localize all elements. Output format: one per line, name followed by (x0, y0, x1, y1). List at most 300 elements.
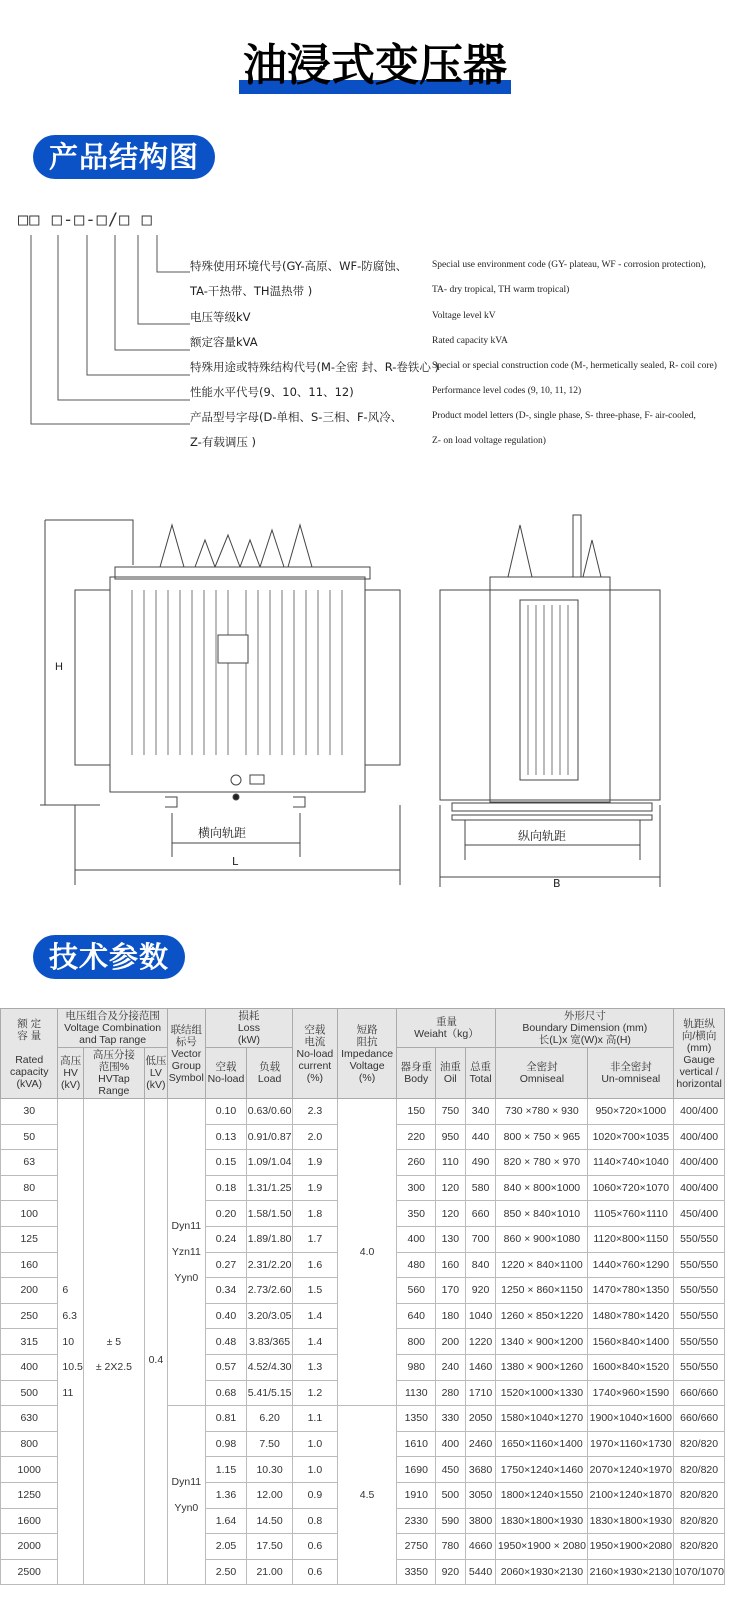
height-label: H (55, 661, 63, 673)
length-label: L (232, 855, 239, 868)
header-oil: 油重 Oil (436, 1048, 466, 1099)
oil-weight-cell: 110 (436, 1150, 466, 1176)
legend-en: Voltage level kV (432, 311, 496, 321)
body-weight-cell: 980 (397, 1354, 436, 1380)
noload-loss-cell: 0.48 (205, 1329, 246, 1355)
total-weight-cell: 4660 (465, 1534, 496, 1560)
noload-loss-cell: 0.15 (205, 1150, 246, 1176)
body-weight-cell: 2330 (397, 1508, 436, 1534)
omniseal-dimension-cell: 850 × 840×1010 (496, 1201, 588, 1227)
noload-loss-cell: 0.27 (205, 1252, 246, 1278)
page-title-wrap (0, 40, 750, 92)
capacity-cell: 800 (1, 1431, 58, 1457)
unomniseal-dimension-cell: 2100×1240×1870 (588, 1482, 674, 1508)
header-gauge: 轨距纵 向/横向 (mm) Gauge vertical / horizontal (674, 1009, 725, 1099)
capacity-cell: 125 (1, 1226, 58, 1252)
oil-weight-cell: 200 (436, 1329, 466, 1355)
oil-weight-cell: 280 (436, 1380, 466, 1406)
total-weight-cell: 3050 (465, 1482, 496, 1508)
capacity-cell: 160 (1, 1252, 58, 1278)
legend-en: Special use environment code (GY- plateau, WF - corrosion protection), (432, 260, 706, 270)
capacity-cell: 2500 (1, 1559, 58, 1585)
header-impedance: 短路 阻抗 Impedance Voltage (%) (337, 1009, 397, 1099)
oil-weight-cell: 750 (436, 1099, 466, 1125)
noload-current-cell: 1.4 (293, 1303, 338, 1329)
body-weight-cell: 350 (397, 1201, 436, 1227)
total-weight-cell: 3680 (465, 1457, 496, 1483)
gauge-cell: 550/550 (674, 1226, 725, 1252)
tap-range-cell (83, 1278, 144, 1304)
omniseal-dimension-cell: 860 × 900×1080 (496, 1226, 588, 1252)
tap-range-cell (83, 1559, 144, 1585)
longitudinal-gauge-label: 纵向轨距 (518, 829, 567, 843)
oil-weight-cell: 240 (436, 1354, 466, 1380)
capacity-cell: 500 (1, 1380, 58, 1406)
oil-weight-cell: 950 (436, 1124, 466, 1150)
capacity-cell: 630 (1, 1406, 58, 1432)
lv-cell (144, 1482, 167, 1508)
vector-group-cell: Dyn11 Yzn11 Yyn0 (167, 1099, 205, 1406)
unomniseal-dimension-cell: 1740×960×1590 (588, 1380, 674, 1406)
noload-loss-cell: 0.68 (205, 1380, 246, 1406)
lv-cell (144, 1278, 167, 1304)
tap-range-cell: ± 5 (83, 1329, 144, 1355)
legend-cn: TA-干热带、TH温热带 ) (190, 284, 313, 298)
legend-cn: 特殊使用环境代号(GY-高原、WF-防腐蚀、 (190, 259, 408, 273)
oil-weight-cell: 130 (436, 1226, 466, 1252)
noload-current-cell: 2.0 (293, 1124, 338, 1150)
noload-current-cell: 0.9 (293, 1482, 338, 1508)
gauge-cell: 400/400 (674, 1099, 725, 1125)
noload-loss-cell: 1.15 (205, 1457, 246, 1483)
body-weight-cell: 2750 (397, 1534, 436, 1560)
load-loss-cell: 10.30 (247, 1457, 293, 1483)
noload-current-cell: 0.8 (293, 1508, 338, 1534)
lv-cell (144, 1124, 167, 1150)
noload-current-cell: 1.0 (293, 1457, 338, 1483)
header-vector: 联结组 标号 Vector Group Symbol (167, 1009, 205, 1099)
tap-range-cell (83, 1534, 144, 1560)
capacity-cell: 1600 (1, 1508, 58, 1534)
tap-range-cell (83, 1175, 144, 1201)
impedance-cell: 4.5 (337, 1406, 397, 1585)
lv-cell (144, 1406, 167, 1432)
capacity-cell: 400 (1, 1354, 58, 1380)
gauge-cell: 1070/1070 (674, 1559, 725, 1585)
impedance-cell: 4.0 (337, 1099, 397, 1406)
header-unomni: 非全密封 Un-omniseal (588, 1048, 674, 1099)
capacity-cell: 200 (1, 1278, 58, 1304)
total-weight-cell: 2460 (465, 1431, 496, 1457)
load-loss-cell: 1.58/1.50 (247, 1201, 293, 1227)
legend-cn: 产品型号字母(D-单相、S-三相、F-风冷、 (190, 410, 403, 424)
capacity-cell: 2000 (1, 1534, 58, 1560)
gauge-cell: 820/820 (674, 1508, 725, 1534)
gauge-cell: 400/400 (674, 1175, 725, 1201)
lv-cell (144, 1201, 167, 1227)
gauge-cell: 820/820 (674, 1482, 725, 1508)
tap-range-cell (83, 1482, 144, 1508)
load-loss-cell: 1.09/1.04 (247, 1150, 293, 1176)
body-weight-cell: 3350 (397, 1559, 436, 1585)
noload-current-cell: 1.0 (293, 1431, 338, 1457)
hv-cell: 10 (58, 1329, 83, 1355)
gauge-cell: 820/820 (674, 1534, 725, 1560)
header-weight: 重量 Weiaht（kg） (397, 1009, 496, 1048)
noload-current-cell: 1.2 (293, 1380, 338, 1406)
noload-loss-cell: 0.13 (205, 1124, 246, 1150)
unomniseal-dimension-cell: 1970×1160×1730 (588, 1431, 674, 1457)
noload-loss-cell: 0.98 (205, 1431, 246, 1457)
body-weight-cell: 480 (397, 1252, 436, 1278)
noload-current-cell: 1.1 (293, 1406, 338, 1432)
noload-current-cell: 2.3 (293, 1099, 338, 1125)
body-weight-cell: 300 (397, 1175, 436, 1201)
unomniseal-dimension-cell: 1140×740×1040 (588, 1150, 674, 1176)
omniseal-dimension-cell: 730 ×780 × 930 (496, 1099, 588, 1125)
load-loss-cell: 21.00 (247, 1559, 293, 1585)
capacity-cell: 315 (1, 1329, 58, 1355)
noload-current-cell: 0.6 (293, 1534, 338, 1560)
noload-loss-cell: 0.20 (205, 1201, 246, 1227)
tap-range-cell (83, 1431, 144, 1457)
unomniseal-dimension-cell: 1830×1800×1930 (588, 1508, 674, 1534)
oil-weight-cell: 400 (436, 1431, 466, 1457)
unomniseal-dimension-cell: 1560×840×1400 (588, 1329, 674, 1355)
load-loss-cell: 3.20/3.05 (247, 1303, 293, 1329)
tap-range-cell (83, 1406, 144, 1432)
load-loss-cell: 2.31/2.20 (247, 1252, 293, 1278)
hv-cell (58, 1226, 83, 1252)
load-loss-cell: 3.83/365 (247, 1329, 293, 1355)
section-heading-specs: 技术参数 (33, 935, 185, 979)
header-body: 器身重 Body (397, 1048, 436, 1099)
body-weight-cell: 400 (397, 1226, 436, 1252)
hv-cell (58, 1482, 83, 1508)
hv-cell (58, 1559, 83, 1585)
header-capacity: 额 定 容 量 Rated capacity (kVA) (1, 1009, 58, 1099)
omniseal-dimension-cell: 1220 × 840×1100 (496, 1252, 588, 1278)
noload-loss-cell: 0.10 (205, 1099, 246, 1125)
legend-cn: 额定容量kVA (190, 335, 258, 349)
oil-weight-cell: 160 (436, 1252, 466, 1278)
oil-weight-cell: 180 (436, 1303, 466, 1329)
body-weight-cell: 220 (397, 1124, 436, 1150)
capacity-cell: 250 (1, 1303, 58, 1329)
oil-weight-cell: 500 (436, 1482, 466, 1508)
omniseal-dimension-cell: 1800×1240×1550 (496, 1482, 588, 1508)
gauge-cell: 550/550 (674, 1252, 725, 1278)
lv-cell (144, 1534, 167, 1560)
omniseal-dimension-cell: 1340 × 900×1200 (496, 1329, 588, 1355)
lv-cell (144, 1380, 167, 1406)
legend-en: TA- dry tropical, TH warm tropical) (432, 285, 570, 295)
header-voltage: 电压组合及分接范围 Voltage Combination and Tap range (58, 1009, 167, 1048)
total-weight-cell: 5440 (465, 1559, 496, 1585)
tap-range-cell (83, 1124, 144, 1150)
noload-loss-cell: 0.57 (205, 1354, 246, 1380)
oil-weight-cell: 330 (436, 1406, 466, 1432)
hv-cell: 6.3 (58, 1303, 83, 1329)
load-loss-cell: 12.00 (247, 1482, 293, 1508)
legend-en: Product model letters (D-, single phase, S- three-phase, F- air-cooled, (432, 411, 696, 421)
noload-loss-cell: 0.40 (205, 1303, 246, 1329)
legend-cn: 电压等级kV (190, 310, 251, 324)
oil-weight-cell: 120 (436, 1175, 466, 1201)
unomniseal-dimension-cell: 1470×780×1350 (588, 1278, 674, 1304)
legend-cn: 特殊用途或特殊结构代号(M-全密 封、R-卷铁心 ) (190, 360, 440, 374)
load-loss-cell: 4.52/4.30 (247, 1354, 293, 1380)
header-load: 负载 Load (247, 1048, 293, 1099)
omniseal-dimension-cell: 1750×1240×1460 (496, 1457, 588, 1483)
legend-en: Z- on load voltage regulation) (432, 436, 546, 446)
omniseal-dimension-cell: 1260 × 850×1220 (496, 1303, 588, 1329)
noload-current-cell: 1.8 (293, 1201, 338, 1227)
omniseal-dimension-cell: 800 × 750 × 965 (496, 1124, 588, 1150)
noload-current-cell: 1.5 (293, 1278, 338, 1304)
hv-cell (58, 1534, 83, 1560)
table-row (1, 1099, 725, 1125)
total-weight-cell: 660 (465, 1201, 496, 1227)
total-weight-cell: 1710 (465, 1380, 496, 1406)
tap-range-cell (83, 1457, 144, 1483)
tap-range-cell (83, 1508, 144, 1534)
oil-weight-cell: 450 (436, 1457, 466, 1483)
page-title (239, 40, 511, 92)
capacity-cell: 50 (1, 1124, 58, 1150)
hv-cell (58, 1099, 83, 1125)
gauge-cell: 550/550 (674, 1278, 725, 1304)
gauge-cell: 400/400 (674, 1124, 725, 1150)
table-body (1, 1099, 725, 1585)
capacity-cell: 1000 (1, 1457, 58, 1483)
transverse-gauge-label: 横向轨距 (198, 826, 247, 840)
tap-range-cell: ± 2X2.5 (83, 1354, 144, 1380)
load-loss-cell: 0.91/0.87 (247, 1124, 293, 1150)
omniseal-dimension-cell: 1650×1160×1400 (496, 1431, 588, 1457)
hv-cell (58, 1406, 83, 1432)
total-weight-cell: 580 (465, 1175, 496, 1201)
body-weight-cell: 150 (397, 1099, 436, 1125)
load-loss-cell: 0.63/0.60 (247, 1099, 293, 1125)
hv-cell (58, 1431, 83, 1457)
lv-cell (144, 1175, 167, 1201)
body-weight-cell: 640 (397, 1303, 436, 1329)
table-row (1, 1406, 725, 1432)
capacity-cell: 30 (1, 1099, 58, 1125)
unomniseal-dimension-cell: 1950×1900×2080 (588, 1534, 674, 1560)
noload-loss-cell: 1.64 (205, 1508, 246, 1534)
omniseal-dimension-cell: 1950×1900 × 2080 (496, 1534, 588, 1560)
page-title-text: 油浸式变压器 (243, 40, 507, 91)
header-lv: 低压 LV (kV) (144, 1048, 167, 1099)
omniseal-dimension-cell: 1830×1800×1930 (496, 1508, 588, 1534)
model-code-leader-lines (0, 190, 750, 470)
legend-cn: 性能水平代号(9、10、11、12) (190, 385, 354, 399)
total-weight-cell: 490 (465, 1150, 496, 1176)
gauge-cell: 660/660 (674, 1380, 725, 1406)
body-weight-cell: 560 (397, 1278, 436, 1304)
omniseal-dimension-cell: 840 × 800×1000 (496, 1175, 588, 1201)
noload-loss-cell: 0.81 (205, 1406, 246, 1432)
hv-cell (58, 1175, 83, 1201)
tap-range-cell (83, 1150, 144, 1176)
noload-current-cell: 1.7 (293, 1226, 338, 1252)
capacity-cell: 63 (1, 1150, 58, 1176)
total-weight-cell: 2050 (465, 1406, 496, 1432)
model-code: □□ □-□-□/□ □ (18, 210, 153, 230)
hv-cell (58, 1457, 83, 1483)
header-tap: 高压分接 范围% HVTap Range (83, 1048, 144, 1099)
hv-cell (58, 1150, 83, 1176)
gauge-cell: 820/820 (674, 1431, 725, 1457)
noload-current-cell: 1.4 (293, 1329, 338, 1355)
header-noload: 空载 No-load (205, 1048, 246, 1099)
load-loss-cell: 2.73/2.60 (247, 1278, 293, 1304)
tap-range-cell (83, 1201, 144, 1227)
legend-en: Rated capacity kVA (432, 336, 508, 346)
body-weight-cell: 1130 (397, 1380, 436, 1406)
total-weight-cell: 1220 (465, 1329, 496, 1355)
transformer-outline-drawing (0, 505, 750, 905)
oil-weight-cell: 590 (436, 1508, 466, 1534)
unomniseal-dimension-cell: 950×720×1000 (588, 1099, 674, 1125)
oil-weight-cell: 120 (436, 1201, 466, 1227)
oil-weight-cell: 780 (436, 1534, 466, 1560)
omniseal-dimension-cell: 1380 × 900×1260 (496, 1354, 588, 1380)
omniseal-dimension-cell: 1250 × 860×1150 (496, 1278, 588, 1304)
noload-loss-cell: 0.34 (205, 1278, 246, 1304)
total-weight-cell: 840 (465, 1252, 496, 1278)
oil-weight-cell: 170 (436, 1278, 466, 1304)
capacity-cell: 100 (1, 1201, 58, 1227)
header-hv: 高压 HV (kV) (58, 1048, 83, 1099)
noload-loss-cell: 1.36 (205, 1482, 246, 1508)
tap-range-cell (83, 1252, 144, 1278)
gauge-cell: 660/660 (674, 1406, 725, 1432)
total-weight-cell: 440 (465, 1124, 496, 1150)
omniseal-dimension-cell: 1520×1000×1330 (496, 1380, 588, 1406)
load-loss-cell: 1.89/1.80 (247, 1226, 293, 1252)
header-current: 空载 电流 No-load current (%) (293, 1009, 338, 1099)
hv-cell (58, 1124, 83, 1150)
hv-cell (58, 1201, 83, 1227)
noload-loss-cell: 0.24 (205, 1226, 246, 1252)
lv-cell (144, 1457, 167, 1483)
lv-cell (144, 1508, 167, 1534)
legend-en: Performance level codes (9, 10, 11, 12) (432, 386, 582, 396)
oil-weight-cell: 920 (436, 1559, 466, 1585)
lv-cell (144, 1303, 167, 1329)
section-heading-structure: 产品结构图 (33, 135, 215, 179)
noload-current-cell: 1.9 (293, 1175, 338, 1201)
omniseal-dimension-cell: 820 × 780 × 970 (496, 1150, 588, 1176)
gauge-cell: 550/550 (674, 1329, 725, 1355)
technical-parameters-table (0, 1008, 725, 1585)
total-weight-cell: 920 (465, 1278, 496, 1304)
omniseal-dimension-cell: 1580×1040×1270 (496, 1406, 588, 1432)
total-weight-cell: 340 (465, 1099, 496, 1125)
legend-en: Special or special construction code (M-, hermetically sealed, R- coil core) (432, 361, 717, 371)
load-loss-cell: 5.41/5.15 (247, 1380, 293, 1406)
tap-range-cell (83, 1380, 144, 1406)
lv-cell (144, 1252, 167, 1278)
header-omni: 全密封 Omniseal (496, 1048, 588, 1099)
omniseal-dimension-cell: 2060×1930×2130 (496, 1559, 588, 1585)
body-weight-cell: 1610 (397, 1431, 436, 1457)
unomniseal-dimension-cell: 1105×760×1110 (588, 1201, 674, 1227)
load-loss-cell: 6.20 (247, 1406, 293, 1432)
hv-cell: 10.5 (58, 1354, 83, 1380)
unomniseal-dimension-cell: 2070×1240×1970 (588, 1457, 674, 1483)
width-label: B (553, 877, 561, 890)
gauge-cell: 550/550 (674, 1354, 725, 1380)
tap-range-cell (83, 1303, 144, 1329)
body-weight-cell: 260 (397, 1150, 436, 1176)
lv-cell (144, 1099, 167, 1125)
gauge-cell: 550/550 (674, 1303, 725, 1329)
gauge-cell: 450/400 (674, 1201, 725, 1227)
lv-cell (144, 1226, 167, 1252)
noload-current-cell: 1.6 (293, 1252, 338, 1278)
header-total: 总重 Total (465, 1048, 496, 1099)
noload-loss-cell: 0.18 (205, 1175, 246, 1201)
total-weight-cell: 1460 (465, 1354, 496, 1380)
load-loss-cell: 1.31/1.25 (247, 1175, 293, 1201)
body-weight-cell: 1350 (397, 1406, 436, 1432)
noload-loss-cell: 2.50 (205, 1559, 246, 1585)
unomniseal-dimension-cell: 1900×1040×1600 (588, 1406, 674, 1432)
lv-cell (144, 1431, 167, 1457)
body-weight-cell: 1910 (397, 1482, 436, 1508)
header-dimension: 外形尺寸 Boundary Dimension (mm) 长(L)x 宽(W)x 高(H) (496, 1009, 674, 1048)
capacity-cell: 80 (1, 1175, 58, 1201)
total-weight-cell: 700 (465, 1226, 496, 1252)
unomniseal-dimension-cell: 1600×840×1520 (588, 1354, 674, 1380)
vector-group-cell: Dyn11 Yyn0 (167, 1406, 205, 1585)
unomniseal-dimension-cell: 1060×720×1070 (588, 1175, 674, 1201)
gauge-cell: 820/820 (674, 1457, 725, 1483)
unomniseal-dimension-cell: 1440×760×1290 (588, 1252, 674, 1278)
unomniseal-dimension-cell: 2160×1930×2130 (588, 1559, 674, 1585)
noload-current-cell: 1.9 (293, 1150, 338, 1176)
load-loss-cell: 7.50 (247, 1431, 293, 1457)
lv-cell: 0.4 (144, 1341, 167, 1367)
load-loss-cell: 14.50 (247, 1508, 293, 1534)
total-weight-cell: 1040 (465, 1303, 496, 1329)
lv-cell (144, 1559, 167, 1585)
hv-cell: 6 (58, 1278, 83, 1304)
hv-cell: 11 (58, 1380, 83, 1406)
capacity-cell: 1250 (1, 1482, 58, 1508)
gauge-cell: 400/400 (674, 1150, 725, 1176)
noload-current-cell: 1.3 (293, 1354, 338, 1380)
body-weight-cell: 1690 (397, 1457, 436, 1483)
legend-cn: Z-有载调压 ) (190, 435, 256, 449)
tap-range-cell (83, 1099, 144, 1125)
unomniseal-dimension-cell: 1480×780×1420 (588, 1303, 674, 1329)
header-loss: 损耗 Loss (kW) (205, 1009, 292, 1048)
unomniseal-dimension-cell: 1020×700×1035 (588, 1124, 674, 1150)
noload-current-cell: 0.6 (293, 1559, 338, 1585)
hv-cell (58, 1508, 83, 1534)
noload-loss-cell: 2.05 (205, 1534, 246, 1560)
body-weight-cell: 800 (397, 1329, 436, 1355)
total-weight-cell: 3800 (465, 1508, 496, 1534)
tap-range-cell (83, 1226, 144, 1252)
hv-cell (58, 1252, 83, 1278)
lv-cell (144, 1150, 167, 1176)
